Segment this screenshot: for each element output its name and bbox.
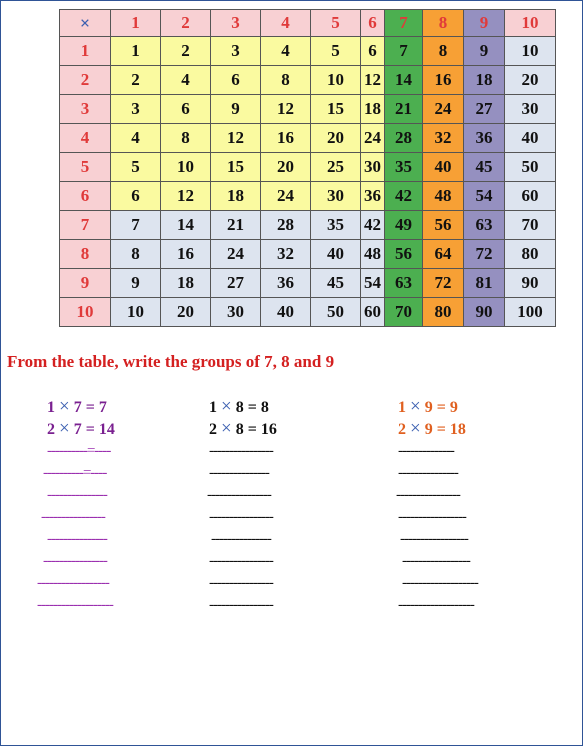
table-row bbox=[60, 124, 556, 153]
equation-line bbox=[209, 418, 277, 440]
column-header: 9 bbox=[464, 10, 505, 37]
table-cell: 8 bbox=[161, 124, 211, 153]
equation-line bbox=[398, 396, 474, 418]
table-cell: 20 bbox=[161, 298, 211, 327]
table-cell: 40 bbox=[423, 153, 464, 182]
column-header: 10 bbox=[505, 10, 556, 37]
table-row bbox=[60, 240, 556, 269]
table-cell: 32 bbox=[423, 124, 464, 153]
table-cell: 63 bbox=[385, 269, 423, 298]
blank-answer-line[interactable]: ---------------- bbox=[209, 553, 273, 569]
equation-multiplier: 1 bbox=[209, 399, 217, 416]
table-cell: 80 bbox=[423, 298, 464, 327]
multiplication-table bbox=[59, 9, 556, 327]
blank-answer-line[interactable]: --------------- bbox=[211, 531, 271, 547]
table-cell: 16 bbox=[423, 66, 464, 95]
table-cell: 8 bbox=[423, 37, 464, 66]
table-cell: 20 bbox=[505, 66, 556, 95]
table-cell: 64 bbox=[423, 240, 464, 269]
blank-answer-line[interactable]: ----------=---- bbox=[43, 465, 107, 481]
table-cell: 10 bbox=[311, 66, 361, 95]
table-row bbox=[60, 95, 556, 124]
equation-multiplier: 1 bbox=[398, 399, 406, 416]
table-cell: 80 bbox=[505, 240, 556, 269]
equation-line bbox=[47, 418, 123, 440]
table-cell: 40 bbox=[311, 240, 361, 269]
row-header: 9 bbox=[60, 269, 111, 298]
blank-answer-line[interactable]: ---------------- bbox=[41, 509, 105, 525]
table-cell: 6 bbox=[361, 37, 385, 66]
row-header: 3 bbox=[60, 95, 111, 124]
equation-result: 9 = 9 bbox=[424, 399, 458, 416]
column-header: 8 bbox=[423, 10, 464, 37]
row-header: 8 bbox=[60, 240, 111, 269]
table-cell: 36 bbox=[464, 124, 505, 153]
table-cell: 6 bbox=[161, 95, 211, 124]
equation-multiplier: 2 bbox=[47, 421, 55, 438]
table-cell: 1 bbox=[111, 37, 161, 66]
table-cell: 90 bbox=[464, 298, 505, 327]
table-cell: 7 bbox=[385, 37, 423, 66]
equation-line bbox=[398, 418, 474, 440]
equation-result: 7 = 7 bbox=[73, 399, 107, 416]
table-cell: 72 bbox=[464, 240, 505, 269]
table-cell: 40 bbox=[505, 124, 556, 153]
table-cell: 60 bbox=[361, 298, 385, 327]
table-cell: 90 bbox=[505, 269, 556, 298]
blank-answer-line[interactable]: ---------------- bbox=[207, 487, 271, 503]
times-icon: × bbox=[59, 418, 70, 439]
table-cell: 48 bbox=[361, 240, 385, 269]
table-row bbox=[60, 66, 556, 95]
table-cell: 27 bbox=[211, 269, 261, 298]
table-cell: 9 bbox=[211, 95, 261, 124]
blank-answer-line[interactable]: ---------------- bbox=[209, 443, 273, 459]
table-cell: 3 bbox=[211, 37, 261, 66]
table-cell: 42 bbox=[361, 211, 385, 240]
times-icon: × bbox=[221, 418, 232, 439]
equation-multiplier: 2 bbox=[398, 421, 406, 438]
table-cell: 49 bbox=[385, 211, 423, 240]
table-cell: 81 bbox=[464, 269, 505, 298]
times-icon: × bbox=[410, 418, 421, 439]
blank-answer-line[interactable]: --------------- bbox=[47, 531, 107, 547]
table-cell: 27 bbox=[464, 95, 505, 124]
table-cell: 54 bbox=[464, 182, 505, 211]
table-row bbox=[60, 269, 556, 298]
table-cell: 2 bbox=[111, 66, 161, 95]
table-cell: 60 bbox=[505, 182, 556, 211]
blank-answer-line[interactable]: ------------------- bbox=[37, 597, 113, 613]
table-cell: 36 bbox=[361, 182, 385, 211]
table-cell: 10 bbox=[505, 37, 556, 66]
blank-answer-line[interactable]: -------------- bbox=[398, 443, 454, 459]
group-of-eight bbox=[209, 396, 277, 616]
column-header: 7 bbox=[385, 10, 423, 37]
row-header: 4 bbox=[60, 124, 111, 153]
table-cell: 15 bbox=[311, 95, 361, 124]
table-cell: 12 bbox=[161, 182, 211, 211]
column-header: 4 bbox=[261, 10, 311, 37]
blank-answer-line[interactable]: ----------------- bbox=[398, 509, 466, 525]
table-cell: 18 bbox=[161, 269, 211, 298]
instruction-text: From the table, write the groups of 7, 8 and 9 bbox=[7, 352, 335, 371]
table-cell: 14 bbox=[385, 66, 423, 95]
table-cell: 30 bbox=[505, 95, 556, 124]
row-header: 10 bbox=[60, 298, 111, 327]
column-header: 1 bbox=[111, 10, 161, 37]
table-cell: 24 bbox=[423, 95, 464, 124]
group-of-nine bbox=[396, 396, 478, 616]
table-cell: 8 bbox=[111, 240, 161, 269]
table-cell: 24 bbox=[211, 240, 261, 269]
table-cell: 45 bbox=[311, 269, 361, 298]
table-cell: 30 bbox=[361, 153, 385, 182]
table-cell: 6 bbox=[111, 182, 161, 211]
table-cell: 63 bbox=[464, 211, 505, 240]
table-cell: 2 bbox=[161, 37, 211, 66]
equation-multiplier: 2 bbox=[209, 421, 217, 438]
equation-result: 9 = 18 bbox=[424, 421, 466, 438]
table-cell: 12 bbox=[211, 124, 261, 153]
blank-answer-line[interactable]: --------------- bbox=[47, 487, 107, 503]
table-cell: 16 bbox=[261, 124, 311, 153]
table-cell: 7 bbox=[111, 211, 161, 240]
table-cell: 9 bbox=[464, 37, 505, 66]
group-of-seven bbox=[37, 396, 123, 616]
blank-answer-line[interactable]: ------------------ bbox=[37, 575, 109, 591]
table-cell: 18 bbox=[361, 95, 385, 124]
table-cell: 70 bbox=[505, 211, 556, 240]
row-header: 7 bbox=[60, 211, 111, 240]
blank-answer-line[interactable]: ---------------- bbox=[43, 553, 107, 569]
blank-answer-line[interactable]: ----------=---- bbox=[47, 443, 111, 459]
table-cell: 50 bbox=[311, 298, 361, 327]
column-header: 5 bbox=[311, 10, 361, 37]
row-header: 2 bbox=[60, 66, 111, 95]
row-header: 6 bbox=[60, 182, 111, 211]
table-cell: 9 bbox=[111, 269, 161, 298]
table-cell: 32 bbox=[261, 240, 311, 269]
blank-answer-line[interactable]: ---------------- bbox=[396, 487, 460, 503]
table-cell: 25 bbox=[311, 153, 361, 182]
table-cell: 6 bbox=[211, 66, 261, 95]
table-cell: 3 bbox=[111, 95, 161, 124]
column-header: 3 bbox=[211, 10, 261, 37]
equation-line bbox=[209, 396, 277, 418]
table-cell: 10 bbox=[161, 153, 211, 182]
times-icon: × bbox=[221, 396, 232, 417]
times-icon: × bbox=[59, 396, 70, 417]
table-cell: 40 bbox=[261, 298, 311, 327]
table-cell: 21 bbox=[211, 211, 261, 240]
table-cell: 35 bbox=[385, 153, 423, 182]
blank-answer-line[interactable]: ---------------- bbox=[209, 597, 273, 613]
equation-multiplier: 1 bbox=[47, 399, 55, 416]
blank-answer-line[interactable]: ------------------- bbox=[398, 597, 474, 613]
table-cell: 36 bbox=[261, 269, 311, 298]
table-cell: 4 bbox=[261, 37, 311, 66]
equation-line bbox=[47, 396, 123, 418]
table-cell: 28 bbox=[385, 124, 423, 153]
blank-answer-line[interactable]: ---------------- bbox=[209, 575, 273, 591]
table-cell: 4 bbox=[111, 124, 161, 153]
equation-result: 8 = 16 bbox=[235, 421, 277, 438]
blank-answer-line[interactable]: ------------------- bbox=[402, 575, 478, 591]
times-icon: × bbox=[60, 10, 111, 37]
equation-result: 7 = 14 bbox=[73, 421, 115, 438]
table-cell: 56 bbox=[385, 240, 423, 269]
table-cell: 8 bbox=[261, 66, 311, 95]
table-cell: 4 bbox=[161, 66, 211, 95]
table-cell: 30 bbox=[311, 182, 361, 211]
table-cell: 45 bbox=[464, 153, 505, 182]
blank-answer-line[interactable]: ----------------- bbox=[400, 531, 468, 547]
table-cell: 16 bbox=[161, 240, 211, 269]
table-cell: 100 bbox=[505, 298, 556, 327]
table-cell: 20 bbox=[311, 124, 361, 153]
table-cell: 21 bbox=[385, 95, 423, 124]
table-row bbox=[60, 153, 556, 182]
times-icon: × bbox=[410, 396, 421, 417]
blank-answer-line[interactable]: ----------------- bbox=[402, 553, 470, 569]
table-cell: 5 bbox=[311, 37, 361, 66]
table-cell: 18 bbox=[211, 182, 261, 211]
table-cell: 42 bbox=[385, 182, 423, 211]
table-cell: 10 bbox=[111, 298, 161, 327]
table-cell: 12 bbox=[261, 95, 311, 124]
table-cell: 24 bbox=[361, 124, 385, 153]
column-header: 6 bbox=[361, 10, 385, 37]
row-header: 1 bbox=[60, 37, 111, 66]
blank-answer-line[interactable]: ---------------- bbox=[209, 509, 273, 525]
table-cell: 20 bbox=[261, 153, 311, 182]
table-row bbox=[60, 182, 556, 211]
table-cell: 30 bbox=[211, 298, 261, 327]
table-header-row bbox=[60, 10, 556, 37]
table-cell: 72 bbox=[423, 269, 464, 298]
table-row bbox=[60, 211, 556, 240]
table-cell: 48 bbox=[423, 182, 464, 211]
blank-answer-line[interactable]: --------------- bbox=[209, 465, 269, 481]
blank-answer-line[interactable]: --------------- bbox=[398, 465, 458, 481]
table-cell: 56 bbox=[423, 211, 464, 240]
table-cell: 28 bbox=[261, 211, 311, 240]
table-row bbox=[60, 37, 556, 66]
table-cell: 50 bbox=[505, 153, 556, 182]
table-cell: 14 bbox=[161, 211, 211, 240]
table-cell: 54 bbox=[361, 269, 385, 298]
table-cell: 18 bbox=[464, 66, 505, 95]
table-cell: 35 bbox=[311, 211, 361, 240]
table-cell: 5 bbox=[111, 153, 161, 182]
table-cell: 70 bbox=[385, 298, 423, 327]
row-header: 5 bbox=[60, 153, 111, 182]
equation-result: 8 = 8 bbox=[235, 399, 269, 416]
column-header: 2 bbox=[161, 10, 211, 37]
table-cell: 24 bbox=[261, 182, 311, 211]
table-cell: 12 bbox=[361, 66, 385, 95]
table-row bbox=[60, 298, 556, 327]
table-cell: 15 bbox=[211, 153, 261, 182]
